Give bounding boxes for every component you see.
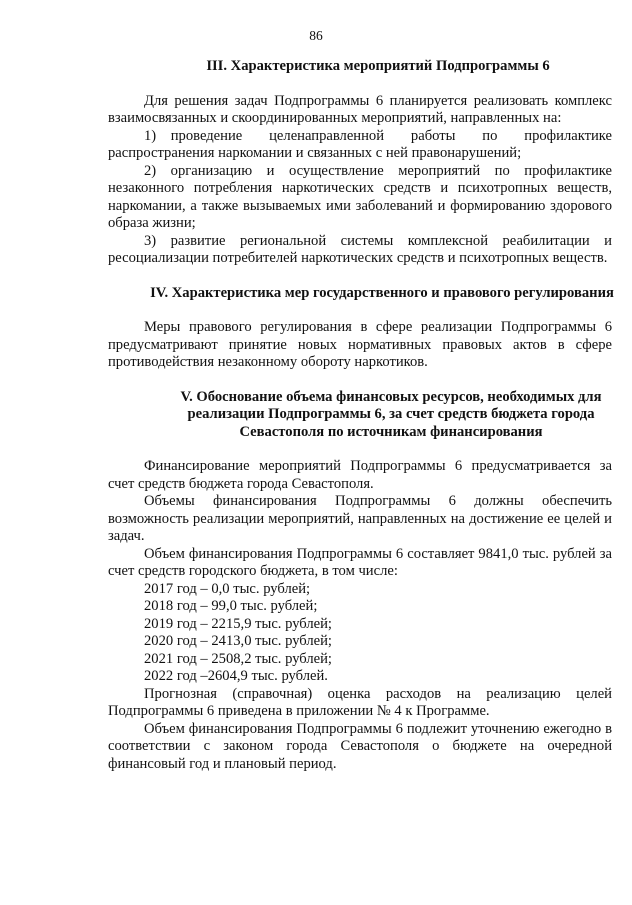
section-5-para-3: Объем финансирования Подпрограммы 6 составляет 9841,0 тыс. рублей за счет средств городского бюджета, в том числе:: [108, 545, 612, 579]
section-5-para-5: Объем финансирования Подпрограммы 6 подлежит уточнению ежегодно в соответствии с законом города Севастополя о бюджете на очередной финансовый год и плановый период.: [108, 720, 612, 772]
section-4-text: Меры правового регулирования в сфере реализации Подпрограммы 6 предусматривают принятие новых нормативных правовых актов в сфере противодействия незаконному обороту наркотиков.: [108, 319, 612, 370]
funding-year-2020: 2020 год – 2413,0 тыс. рублей;: [144, 633, 332, 649]
section-3-title: III. Характеристика мероприятий Подпрограммы 6: [206, 58, 550, 74]
section-4-title: IV. Характеристика мер государственного и правового регулирования: [150, 284, 614, 301]
section-5-para-2: Объемы финансирования Подпрограммы 6 должны обеспечить возможность реализации мероприятий, направленных на достижение ее целей и задач.: [108, 493, 612, 544]
section-3-intro: Для решения задач Подпрограммы 6 планируется реализовать комплекс взаимосвязанных и скоординированных мероприятий, направленных на:: [108, 92, 612, 126]
funding-year-2022: 2022 год –2604,9 тыс. рублей.: [144, 668, 328, 684]
section-3-item-1: 1) проведение целенаправленной работы по профилактике распространения наркомании и связанных с ней правонарушений;: [108, 127, 612, 161]
section-3-item-3: 3) развитие региональной системы комплексной реабилитации и ресоциализации потребителей наркотических средств и психотропных веществ.: [108, 232, 612, 266]
section-3-item-2: 2) организацию и осуществление мероприятий по профилактике незаконного потребления наркотических средств и психотропных веществ, наркомании, а также вызываемых ими заболеваний и формированию здорового образа жизни;: [108, 162, 612, 231]
section-5-para-1: Финансирование мероприятий Подпрограммы 6 предусматривается за счет средств бюджета города Севастополя.: [108, 458, 612, 492]
funding-year-2021: 2021 год – 2508,2 тыс. рублей;: [144, 650, 332, 667]
funding-year-2019: 2019 год – 2215,9 тыс. рублей;: [144, 615, 332, 632]
funding-year-2017: 2017 год – 0,0 тыс. рублей;: [144, 580, 311, 597]
document-body: [108, 58, 612, 773]
page-number: 86: [309, 28, 323, 43]
section-5-para-4: Прогнозная (справочная) оценка расходов на реализацию целей Подпрограммы 6 приведена в приложении № 4 к Программе.: [108, 685, 612, 719]
funding-year-2018: 2018 год – 99,0 тыс. рублей;: [144, 598, 318, 614]
section-5-title: V. Обоснование объема финансовых ресурсов, необходимых для реализации Подпрограммы 6, за счет средств бюджета города Севастополя по источникам финансирования: [180, 388, 602, 440]
